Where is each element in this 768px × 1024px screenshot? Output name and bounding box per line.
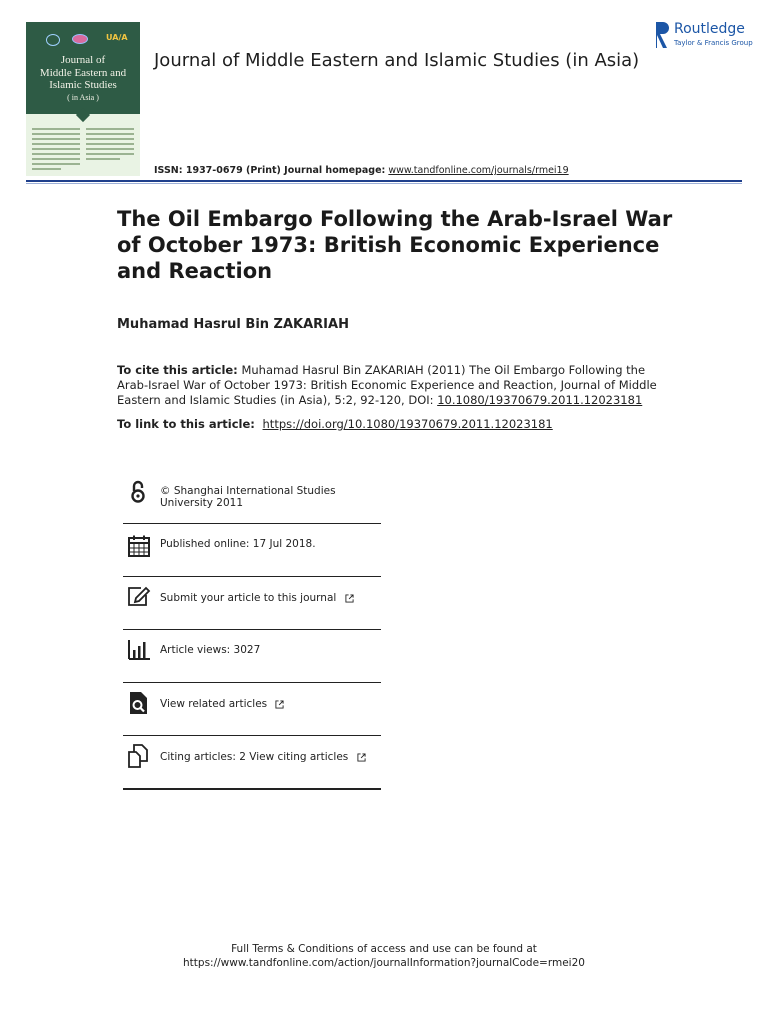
external-link-icon: [357, 753, 366, 762]
issn-label: ISSN: 1937-0679 (Print) Journal homepage:: [154, 165, 386, 176]
header-rule-thin: [26, 183, 742, 184]
article-doi-link[interactable]: https://doi.org/10.1080/19370679.2011.12023181: [262, 417, 553, 431]
issn-line: [154, 165, 569, 176]
calendar-icon: [127, 534, 151, 558]
journal-title: Journal of Middle Eastern and Islamic Studies (in Asia): [154, 50, 640, 71]
article-title: The Oil Embargo Following the Arab-Israel War of October 1973: British Economic Experience and Reaction: [117, 207, 673, 283]
external-link-icon: [345, 594, 354, 603]
routledge-r-icon: [654, 20, 670, 50]
citing-row[interactable]: [123, 736, 381, 790]
citing-documents-icon: [127, 744, 151, 768]
edit-icon: [127, 585, 151, 609]
header-rule: [26, 180, 742, 182]
citation-text: Muhamad Hasrul Bin ZAKARIAH (2011) The Oil Embargo Following the Arab-Israel War of October 1973: British Economic Experience and Reaction, Journal of Middle Eastern and Islamic Studies (in Asia), 5:2, 92-120, DOI:: [117, 363, 657, 407]
article-author: Muhamad Hasrul Bin ZAKARIAH: [117, 317, 349, 332]
cover-title-line: Middle Eastern and: [39, 66, 127, 79]
cover-contents-left: [32, 128, 80, 173]
cover-title-line: Islamic Studies: [49, 79, 117, 91]
journal-cover: [26, 22, 140, 176]
link-label: To link to this article:: [117, 417, 255, 431]
citing-articles-text: Citing articles: 2 View citing articles: [160, 751, 349, 763]
cover-logo-1-icon: [46, 34, 60, 46]
journal-homepage-link[interactable]: www.tandfonline.com/journals/rmei19: [388, 165, 569, 176]
open-access-icon: [127, 480, 151, 504]
submit-article-text: Submit your article to this journal: [160, 592, 337, 604]
publisher-group: Taylor & Francis Group: [674, 39, 753, 47]
footer-terms-link[interactable]: https://www.tandfonline.com/action/journalInformation?journalCode=rmei20: [183, 957, 585, 969]
document-search-icon: [127, 691, 151, 715]
submit-row[interactable]: [123, 577, 381, 630]
submit-article-link[interactable]: [160, 592, 388, 604]
cover-logo-text: UA/A: [106, 33, 128, 42]
citation-label: To cite this article:: [117, 363, 238, 377]
article-link-block: [117, 417, 553, 431]
cover-logos: [26, 34, 140, 48]
footer-terms-text: Full Terms & Conditions of access and use can be found at: [231, 943, 537, 955]
external-link-icon: [275, 700, 284, 709]
related-articles-link[interactable]: [160, 698, 388, 710]
article-views-text: Article views: 3027: [160, 644, 261, 656]
citation-doi-link[interactable]: 10.1080/19370679.2011.12023181: [437, 393, 643, 407]
copyright-text: © Shanghai International Studies University 2011: [160, 485, 336, 509]
cover-title-line: Journal of: [60, 54, 106, 66]
views-row: [123, 630, 381, 683]
cover-logo-2-icon: [72, 34, 88, 44]
cover-title-line: ( in Asia ): [67, 92, 99, 102]
related-row[interactable]: [123, 683, 381, 736]
publisher-name: Routledge: [674, 21, 745, 37]
bar-chart-icon: [127, 638, 151, 662]
published-row: [123, 524, 381, 577]
related-articles-text: View related articles: [160, 698, 268, 710]
cover-title: [30, 54, 136, 104]
cover-contents-right: [86, 128, 134, 163]
citing-articles-link[interactable]: [160, 751, 388, 763]
copyright-row: [123, 470, 381, 524]
publisher-logo: [654, 20, 754, 50]
published-text: Published online: 17 Jul 2018.: [160, 538, 316, 550]
citation-block: [117, 363, 662, 408]
footer: [0, 942, 768, 970]
